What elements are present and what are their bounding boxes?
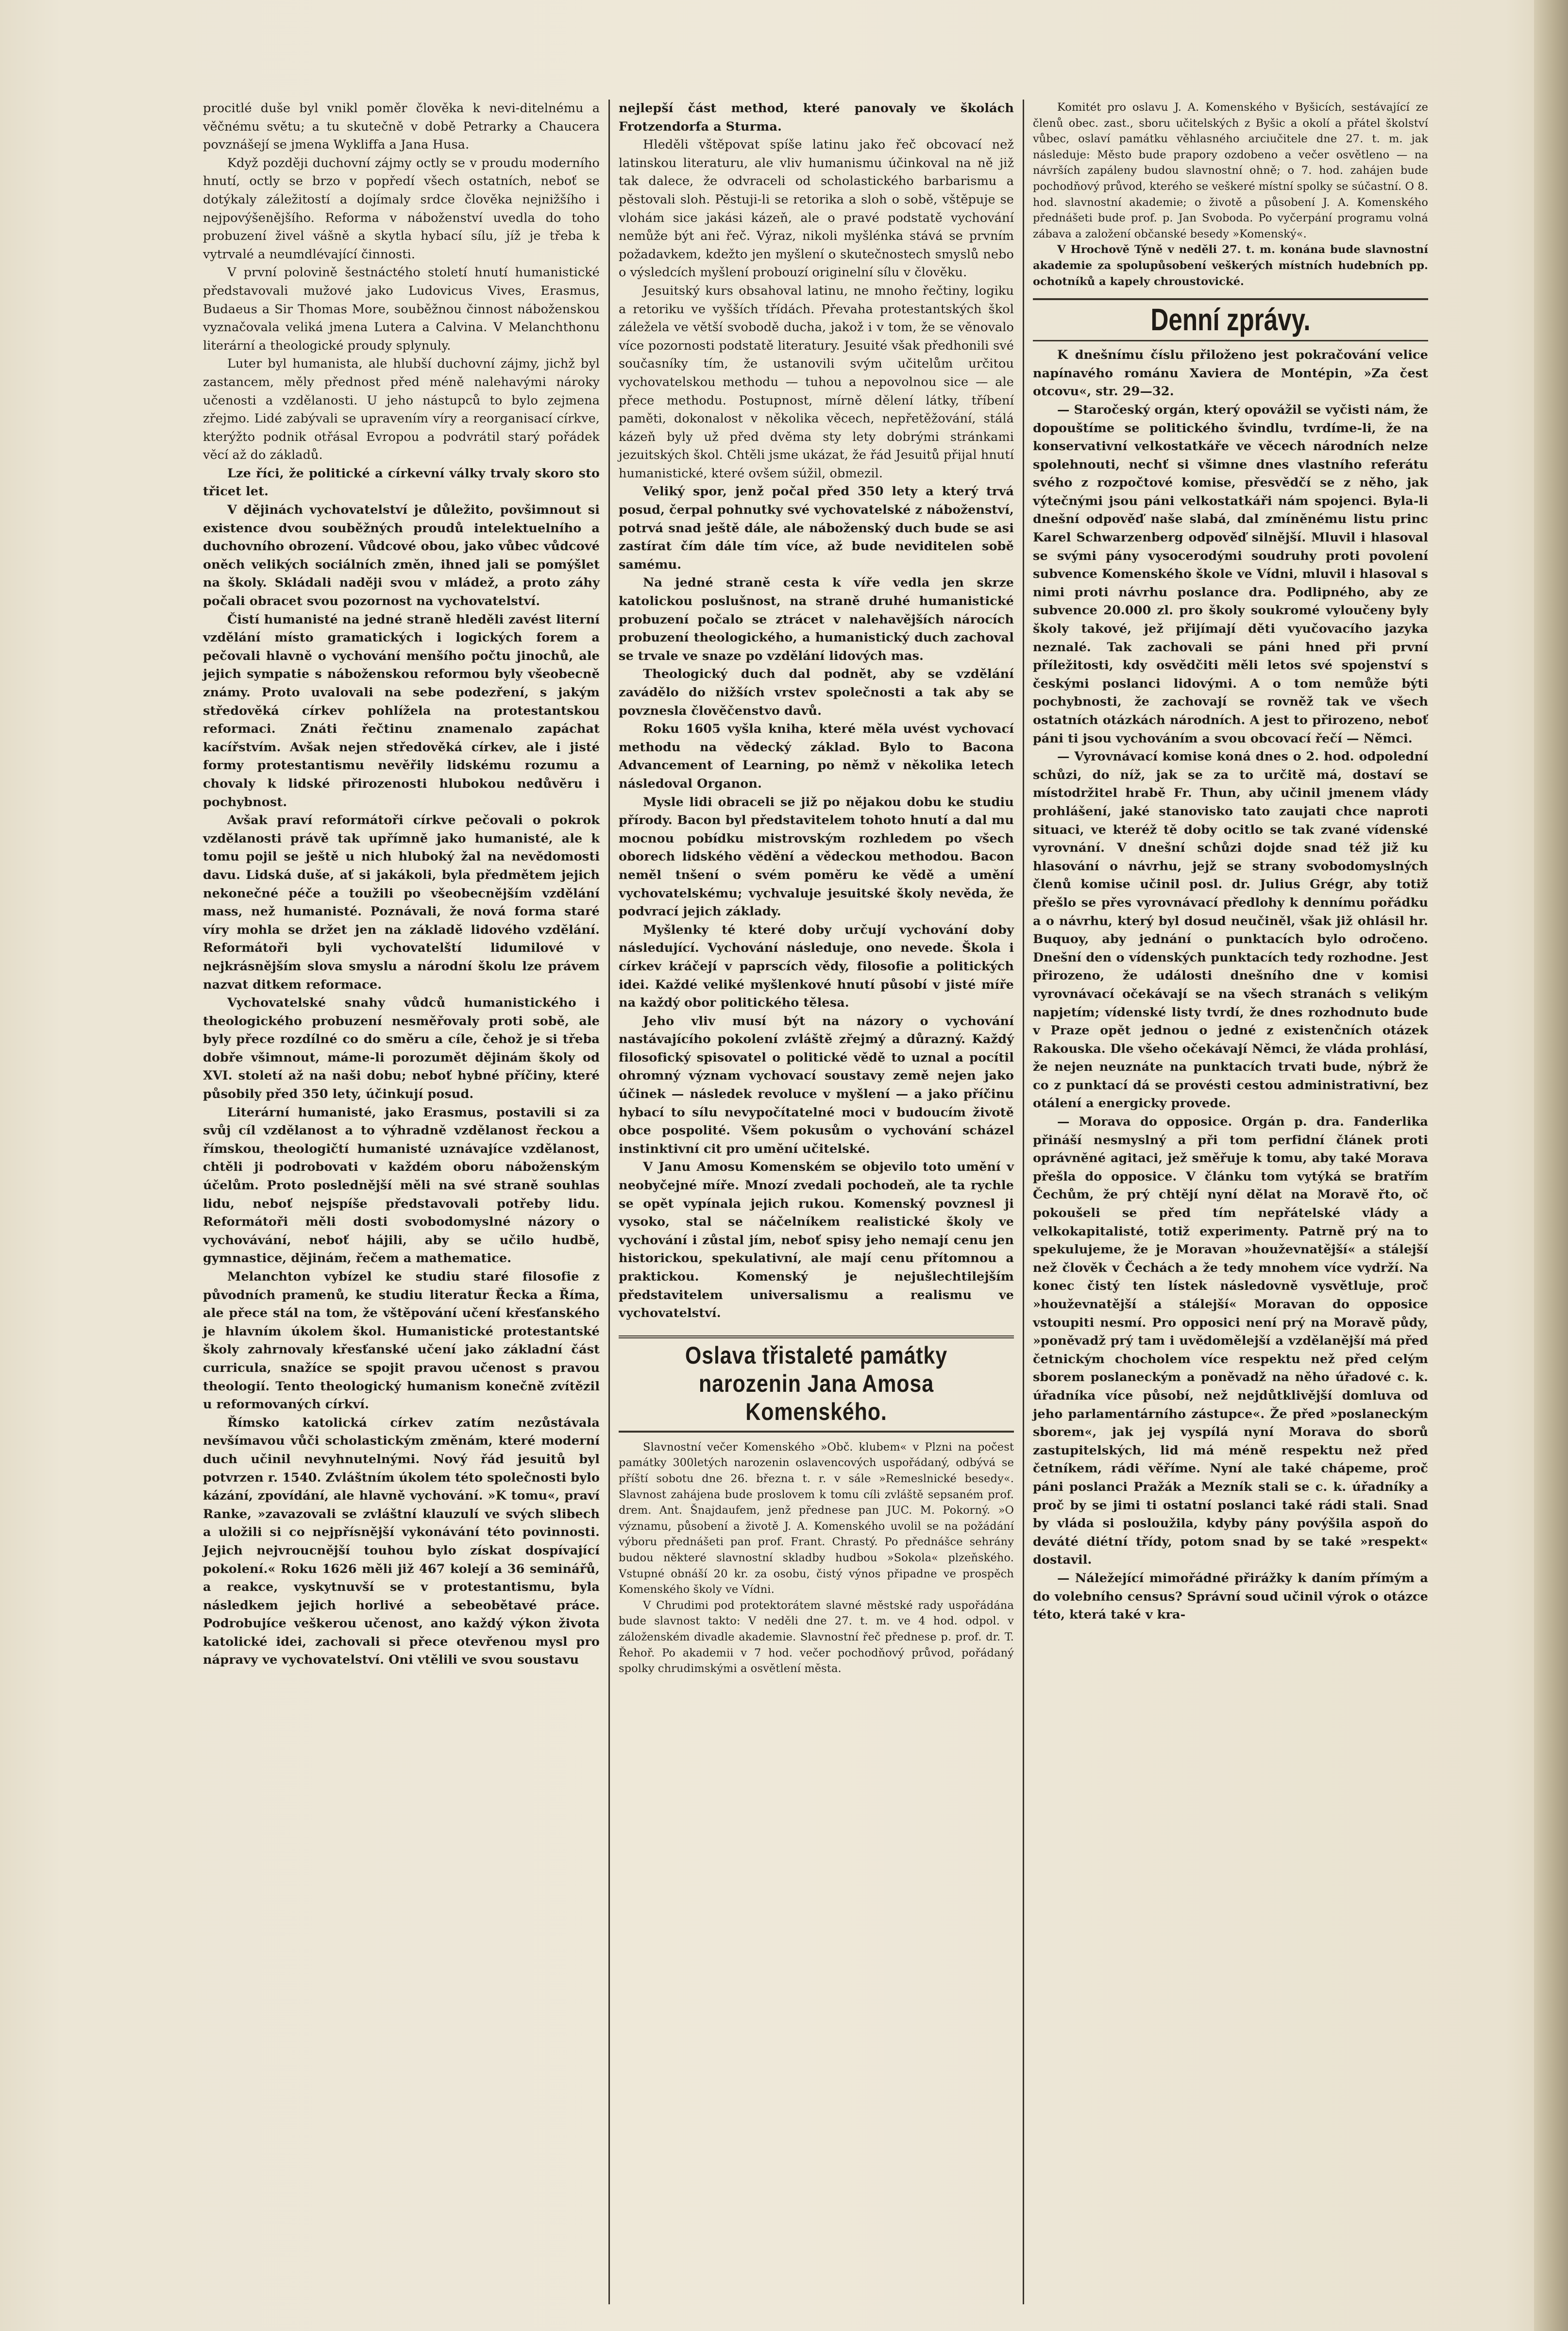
paragraph: Roku 1605 vyšla kniha, které měla uvést vychovací methodu na vědecký základ. Bylo to Bacona Advancement of Learning, po němž v několika letech následoval Organon. (619, 722, 1014, 791)
paragraph: V Hrochově Týně v neděli 27. t. m. konána bude slavnostní akademie za spolupůsobení veškerých místních hudebních pp. ochotníků a kapely chroustovické. (1033, 243, 1428, 288)
paragraph: Luter byl humanista, ale hlubší duchovní zájmy, jichž byl zastancem, měly přednost před méně nalehavými nároky učenosti a vzdělanosti. U jeho nástupců to bylo zejmena zřejmo. Lidé zabývali se upravením víry a reorganisací církve, kterýžto podnik otřásal Evropou a podvrátil starý pořádek věcí až do základů. (203, 356, 600, 463)
section-heading-box (1033, 298, 1428, 341)
paragraph: Když později duchovní zájmy octly se v proudu moderního hnutí, octly se brzo v popředí všech ostatních, neboť se dotýkaly záležitostí a dojímaly srdce člověka nejnižšího i nejpovýšenějšího. Reforma v náboženství uvedla do toho probuzení živel vášně a skytla hybací sílu, jíž je třeba k vytrvalé a neumdlévající činnosti. (203, 155, 600, 262)
paragraph: V Chrudimi pod protektorátem slavné městské rady uspořádána bude slavnost takto: V neděli dne 27. t. m. ve 4 hod. odpol. v záloženském divadle akademie. Slavnostní řeč přednese p. prof. dr. T. Řehoř. Po akademii v 7 hod. večer pochodňový průvod, pořádaný spolky chrudimskými a osvětlení města. (619, 1599, 1014, 1675)
paragraph: Čistí humanisté na jedné straně hleděli zavést literní vzdělání místo gramatických i logických forem a pečovali hlavně o vychování menšího počtu jinochů, ale jejich sympatie s náboženskou reformou byly všeobecně známy. Proto uvalovali na sebe podezření, s jakým středověká církev pohlížela na protestantskou reformaci. Znáti řečtinu znamenalo zapáchat kacířstvím. Avšak nejen středověká církev, ale i jisté formy protestantismu nevěřily lidskému rozumu a chovaly k lidské přirozenosti hlubokou nedůvěru i pochybnost. (203, 612, 600, 810)
paragraph: procitlé duše byl vnikl poměr člověka k nevi-ditelnému a věčnému světu; a tu skutečně v době Petrarky a Chaucera povznášejí se jmena Wykliffa a Jana Husa. (203, 101, 600, 152)
column-1 (194, 100, 608, 2304)
paragraph: Hleděli vštěpovat spíše latinu jako řeč obcovací než latinskou literaturu, ale vliv humanismu účinkoval na ně již tak dalece, že odvraceli od scholastického barbarismu a pěstovali sloh. Pěstuji-li se retorika a sloh o sobě, vštěpuje se vlohám sice jakási kázeň, ale o pravé podstatě vychování nemůže být ani řeč. Výraz, nikoli myšlénka stává se prvním požadavkem, kdežto jen myšlení o skutečnostech smyslů nebo o výsledcích myšlení probouzí originelní sílu v člověku. (619, 137, 1014, 280)
paragraph: Theologický duch dal podnět, aby se vzdělání zavádělo do nižších vrstev společnosti a tak aby se povznesla člověčenstvo davů. (619, 667, 1014, 718)
paragraph: Římsko katolická církev zatím nezůstávala nevšímavou vůči scholastickým změnám, které moderní duch učinil nevyhnutelnými. Nový řád jesuitů byl potvrzen r. 1540. Zvláštním úkolem této společnosti bylo kázání, zpovídání, ale hlavně vychování. »K tomu«, praví Ranke, »zavazovali se zvláštní klauzulí ve svých slibech a uložili si co nejpřísnější vykonávání této povinnosti. Jejich nejvroucnější touhou bylo získat dospívající pokolení.« Roku 1626 měli již 467 kolejí a 36 seminářů, a reakce, vyskytnuvší se v protestantismu, byla následkem jejich horlivé a sebeobětavé práce. Podrobujíce veškerou učenost, ano každý výkon života katolické idei, zachovali si přece otevřenou mysl pro nápravy ve vychovatelství. Oni vtělili ve svou soustavu (203, 1415, 600, 1668)
article-body (1033, 100, 1428, 289)
paragraph: — Staročeský orgán, který opovážil se vyčisti nám, že dopouštíme se politického švindlu, tvrdíme-li, že na konservativní velkostatkáře ve věcech národních nelze spolehnouti, nechť si všimne dnes vlastního referátu svého z rozpočtové komise, přesvědčí se z něho, jak výtečnými jsou páni velkostatkáři nám spojenci. Byla-li dnešní odpověď naše slabá, dal zmíněnému listu princ Karel Schwarzenberg odpověď silnější. Mluvil i hlasoval se svými pány vysocerodými soudruhy proti povolení subvence Komenského škole ve Vídni, mluvil i hlasoval s nimi proti návrhu poslance dra. Podlipného, aby ze subvence 20.000 zl. pro školy soukromé vyloučeny byly školy takové, jež přijímají děti vyučovacího jazyka neznalé. Tak zachovali se páni hned při první příležitosti, kdy osvědčiti měli letos své spojenství s českými poslanci lidovými. A o tom nemůže býti pochybnosti, že zachovají se rovněž tak ve všech ostatních otázkách národních. A jest to přirozeno, neboť páni ti jsou vychováním a svou obcovací řečí — Němci. (1033, 402, 1428, 746)
paragraph: Jesuitský kurs obsahoval latinu, ne mnoho řečtiny, logiku a retoriku ve vyšších třídách. Převaha protestantských škol záležela ve větší svobodě ducha, jakož i v tom, že se věnovalo více pozornosti podstatě literatury. Jesuité však předhonili své současníky tím, že ustanovili svým učitelům určitou vychovatelskou methodu — tuhou a nepovolnou sice — ale přece methodu. Postupnost, mírně dělení látky, tříbení paměti, dokonalost v několika věcech, nepřetěžování, stálá kázeň byly už před dvěma sty lety dobrými stránkami jezuitských škol. Chtěli jsme ukázat, že řád Jesuitů přijal hnutí humanistické, které ovšem súžil, obmezil. (619, 283, 1014, 481)
paragraph: nejlepší část method, které panovaly ve školách Frotzendorfa a Sturma. (619, 101, 1014, 134)
paragraph: Vychovatelské snahy vůdců humanistického i theologického probuzení nesměřovaly proti sobě, ale byly přece rozdílné co do směru a cíle, čehož je si třeba dobře všimnout, máme-li porozumět dějinám školy od XVI. století až na naši dobu; neboť hybné příčiny, které působily před 350 lety, účinkují posud. (203, 996, 600, 1102)
paragraph: Melanchton vybízel ke studiu staré filosofie z původních pramenů, ke studiu literatur Řecka a Říma, ale přece stál na tom, že vštěpování učení křesťanského je hlavním úkolem škol. Humanistické protestantské školy zahrnovaly křesťanské učení jako základní část curricula, snažíce se spojit pravou učenost s pravou theologií. Tento theologický humanism konečně zvítězil u reformovaných církví. (203, 1269, 600, 1412)
paragraph: Jeho vliv musí být na názory o vychování nastávajícího pokolení zvláště zřejmý a důrazný. Každý filosofický spisovatel o politické vědě to uznal a pocítil ohromný význam vychovací soustavy země nejen jako účinek — následek revoluce v myšlení — a jako příčinu hybací to sílu nevypočítatelné moci v budoucím životě obce pospolité. Všem pokusům o vychování scházel instinktivní cit pro umění učitelské. (619, 1013, 1014, 1156)
paragraph: Komitét pro oslavu J. A. Komenského v Byšicích, sestávající ze členů obec. zast., sboru učitelských z Byšic a okolí a přátel školství vůbec, oslaví památku věhlasného arciučitele dne 27. t. m. jak následuje: Město bude prapory ozdobeno a večer osvětleno — na návrších zapáleny budou slavnostní ohně; o 7. hod. zahájen bude pochodňový průvod, kterého se veškeré místní spolky se súčastní. O 8. hod. slavnostní akademie; o životě a působení J. A. Komenského přednášeti bude prof. p. Jan Svoboda. Po vyčerpání programu volná zábava a založení občanské besedy »Komenský«. (1033, 101, 1428, 240)
column-3 (1023, 100, 1437, 2304)
paragraph: Na jedné straně cesta k víře vedla jen skrze katolickou poslušnost, na straně druhé humanistické probuzení počalo se ztrácet v nalehavějších nárocích probuzení theologického, a humanistický duch zachoval se trvale ve snaze po vzdělání lidových mas. (619, 575, 1014, 663)
page-edge-shadow (1534, 0, 1568, 2331)
paragraph: Mysle lidi obraceli se již po nějakou dobu ke studiu přírody. Bacon byl představitelem tohoto hnutí a dal mu mocnou pobídku mistrovským rozhledem po všech oborech lidského vědění a vědeckou methodou. Bacon neměl tnšení o svém poměru ke vědě a umění vychovatelskému; vychvaluje jesuitské školy nevěda, že podvrací jejich základy. (619, 794, 1014, 919)
paragraph: — Vyrovnávací komise koná dnes o 2. hod. odpolední schůzi, do níž, jak se za to určitě má, dostaví se místodržitel hrabě Fr. Thun, aby učinil jmenem vlády prohlášení, jaké stanovisko tato zaujati chce naproti situaci, ve kteréž tě doby ocitlo se tak zvané vídenské vyrovnání. V dnešní schůzi dojde snad též již ku hlasování o návrhu, jejž se strany svobodomyslných členů komise učinil posl. dr. Julius Grégr, aby totiž přešlo se přes vyrovnávací předlohy k dennímu pořádku a o návrhu, který byl dosud neučiněl, však již ohlásil hr. Buquoy, aby jednání o punktacích bylo odročeno. Dnešní den o vídenských punktacích tedy rozhodne. Jest přirozeno, že události dnešního dne v komisi vyrovnávací očekávají se na všech stranách s velikým napjetím; vídenské listy tvrdí, že dnes rozhodnuto bude v Praze opět jednou o jedné z existenčních otázek Rakouska. Dle všeho očekávají Němci, že vláda prohlásí, že nejen neuznáte na punktacích trvati bude, nýbrž že co z punktací dá se provésti cestou administrativní, bez otálení a energicky provede. (1033, 749, 1428, 1111)
paragraph: — Morava do opposice. Orgán p. dra. Fanderlika přináší nesmyslný a při tom perfidní článek proti oprávněné agitaci, jež směřuje k tomu, aby také Morava přešla do opposice. V článku tom vytýká se bratřím Čechům, že prý chtějí nyní dělat na Moravě řto, oč pokoušeli se před tím nepřátelské vlády a velkokapitalisté, totiž experimenty. Patrně prý na to spekulujeme, že je Moravan »houževnatější« a stálejší než člověk v Čechách a že tedy mnohem více vydrží. Na konec čistý ten lístek následovně vysvětluje, proč »houževnatější a stálejší« Moravan do opposice vstoupiti nesmí. Pro opposici není prý na Moravě půdy, »poněvadž prý tam i uvědomělejší a vzdělanější má před četnickým chocholem více respektu než před celým sborem poslaneckým a poněvadž na něho úřadové c. k. úřadníka více působí, než nejdůtklivější domluva od jeho parlamentárního zástupce«. Že před »poslaneckým sborem«, jak jej vyspílá nyní Morava do sborů zastupitelských, lid má méně respektu než před četníkem, rádi věříme. Nyní ale také chápeme, proč páni poslanci Pražák a Mezník stali se c. k. úřadníky a proč by se jimi ti ostatní poslanci také rádi stali. Snad by vláda si posloužila, kdyby pány povýšila aspoň do deváté diétní třídy, potom snad by se také »respekt« dostavil. (1033, 1115, 1428, 1568)
text-columns (194, 100, 1437, 2304)
column-2 (608, 100, 1023, 2304)
paragraph: V první polovině šestnáctého století hnutí humanistické představovali mužové jako Ludovicus Vives, Erasmus, Budaeus a Sir Thomas More, souběžnou činnost náboženskou vyznačovala veliká jmena Lutera a Calvina. V Melanchthonu literární a theologické proudy splynuly. (203, 265, 600, 353)
paragraph: Veliký spor, jenž počal před 350 lety a který trvá posud, čerpal pohnutky své vychovatelské z náboženství, potrvá snad ještě dále, ale náboženský duch bude se asi zastírat čím dále tím více, až bude neviditelen sobě samému. (619, 484, 1014, 572)
paragraph: Slavnostní večer Komenského »Obč. klubem« v Plzni na počest památky 300letých narozenin oslavencových uspořádaný, odbývá se příští sobotu dne 26. března t. r. v sále »Remeslnické besedy«. Slavnost zahájena bude proslovem k tomu cíli zvláště sepsaném prof. drem. Ant. Šnajdaufem, jenž přednese pan JUC. M. Pokorný. »O významu, působení a životě J. A. Komenského uvolil se na požádání výboru přednášeti pan prof. Frant. Chrastý. Po přednášce sehrány budou některé slavnostní skladby hudbou »Sokola« plzeňského. Vstupné obnáší 20 kr. za osobu, čistý výnos připadne ve prospěch Komenského školy ve Vídni. (619, 1440, 1014, 1596)
paragraph: Avšak praví reformátoři církve pečovali o pokrok vzdělanosti právě tak upřímně jako humanisté, ale k tomu pojil se ještě u nich hluboký žal na nevědomosti davu. Lidská duše, ať si jakákoli, byla předmětem jejich nekonečné péče a toužili po všeobecnějším vzdělání mass, než humanisté. Poznávali, že nová forma staré víry mohla se držet jen na základě lidového vzdělání. Reformátoři byli vychovatelští lidumilové v nejkrásnějším slova smyslu a národní školu lze právem nazvat ditkem reformace. (203, 813, 600, 992)
paragraph: K dnešnímu číslu přiloženo jest pokračování velice napínavého románu Xaviera de Montépin, »Za čest otcovu«, str. 29—32. (1033, 348, 1428, 399)
article-body (619, 1439, 1014, 1677)
paragraph: V dějinách vychovatelství je důležito, povšimnout si existence dvou souběžných proudů intelektuelního a duchovního obrození. Vůdcové obou, jako vůbec vůdcové oněch velikých sociálních změn, ihned jali se pomýšlet na školy. Skládali naději svou v mládež, a proto záhy počali obracet svou pozornost na vychovatelství. (203, 503, 600, 609)
paragraph: Literární humanisté, jako Erasmus, postavili si za svůj cíl vzdělanost a to výhradně vzdělanost řeckou a římskou, theologičtí humanisté uznávajíce vzdělanost, chtěli ji podrobovati v každém oboru náboženským účelům. Proto poslednější měli na své straně souhlas lidu, neboť nejspíše představovali potřeby lidu. Reformátoři měli dosti svobodomyslné názory o vychovávání, neboť hájili, aby se učilo hudbě, gymnastice, dějinám, řečem a mathematice. (203, 1105, 600, 1266)
paragraph: — Náležející mimořádné přirážky k daním přímým a do volebního census? Správní soud učinil výrok o otázce této, která také v kra- (1033, 1571, 1428, 1622)
paragraph: Lze říci, že politické a církevní války trvaly skoro sto třicet let. (203, 466, 600, 499)
paragraph: V Janu Amosu Komenském se objevilo toto umění v neobyčejné míře. Mnozí zvedali pochodeň, ale ta rychle se opět vypínala jejich rukou. Komenský povznesl ji vysoko, stal se náčelníkem realistické školy ve vychování i zůstal jím, neboť spisy jeho nemají cenu jen historickou, spekulativní, ale mají cenu přítomnou a praktickou. Komenský je nejušlechtilejším představitelem universalismu a realismu ve vychovatelství. (619, 1160, 1014, 1321)
section-heading: Denní zprávy. (1150, 302, 1311, 338)
article-heading: Oslava třistaleté památky narozenin Jana Amosa Komenského. (685, 1341, 948, 1425)
article-heading-box (619, 1335, 1014, 1433)
paragraph: Myšlenky té které doby určují vychování doby následující. Vychování následuje, ono nevede. Škola i církev kráčejí v paprscích vědy, filosofie a politických idei. Každé veliké myšlenkové hnutí působí v jisté míře na každý obor politického tělesa. (619, 922, 1014, 1011)
